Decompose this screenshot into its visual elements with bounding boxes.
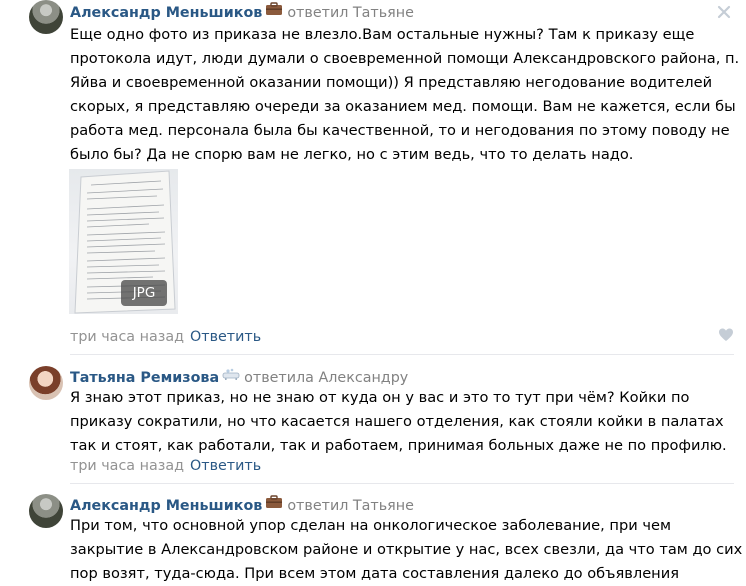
avatar[interactable]	[29, 0, 63, 34]
comment-text-line: работа мед. персонала была бы качественной, то и негодования по этому поводу не	[70, 122, 730, 139]
comment-header	[70, 495, 414, 515]
reply-button[interactable]: Ответить	[189, 329, 262, 345]
reply-to-link[interactable]: ответила Александру	[244, 370, 409, 386]
comment-time[interactable]: три часа назад	[70, 458, 184, 474]
close-icon[interactable]	[716, 4, 732, 20]
avatar[interactable]	[29, 494, 63, 528]
comment-text	[70, 514, 743, 586]
briefcase-icon	[265, 2, 283, 22]
comment-text	[70, 386, 735, 458]
comment-divider	[70, 354, 734, 355]
comment-text-line: так и стоят, как работали, так и работаем, принимая больных даже не по профилю.	[70, 437, 727, 454]
comment-divider	[70, 483, 734, 484]
comment-text-line: протокола идут, люди думали о своевременной помощи Александровского района, п.	[70, 50, 740, 67]
comment-text	[70, 23, 740, 167]
comment-text-line: приказу сократили, но что касается нашего отделения, как стояли койки в палатах	[70, 413, 724, 430]
comment-header	[70, 2, 414, 22]
comment-text-line: закрытие в Александровском районе и открытие у нас, всех свезли, да что там до сих	[70, 541, 743, 558]
comment-text-line: Еще одно фото из приказа не влезло.Вам остальные нужны? Там к приказу еще	[70, 26, 695, 43]
heart-icon[interactable]	[718, 327, 734, 343]
reply-to-link[interactable]: ответил Татьяне	[287, 498, 414, 514]
briefcase-icon	[265, 495, 283, 515]
comment-text-line: При том, что основной упор сделан на онкологическое заболевание, при чем	[70, 517, 671, 534]
bathtub-icon	[222, 367, 240, 387]
avatar[interactable]	[29, 366, 63, 400]
comment-meta	[70, 456, 261, 476]
comment-time[interactable]: три часа назад	[70, 329, 184, 345]
comment-text-line: Яйва и своевременной оказании помощи)) Я представляю негодование водителей	[70, 74, 713, 91]
comment-header	[70, 367, 408, 387]
author-name[interactable]: Александр Меньшиков	[70, 5, 263, 21]
reply-button[interactable]: Ответить	[189, 458, 262, 474]
comment-text-line: было бы? Да не спорю вам не легко, но с этим ведь, что то делать надо.	[70, 146, 634, 163]
author-name[interactable]: Александр Меньшиков	[70, 498, 263, 514]
comment-text-line: пор возят, туда-сюда. При всем этом дата составления далеко до объявления	[70, 565, 679, 582]
author-name[interactable]: Татьяна Ремизова	[70, 370, 220, 386]
comment-text-line: Я знаю этот приказ, но не знаю от куда он у вас и это то тут при чём? Койки по	[70, 389, 690, 406]
jpg-badge: JPG	[121, 280, 167, 306]
comment-text-line: скорых, я представляю очереди за оказанием мед. помощи. Вам не кажется, если бы	[70, 98, 736, 115]
reply-to-link[interactable]: ответил Татьяне	[287, 5, 414, 21]
comment-meta	[70, 327, 261, 347]
